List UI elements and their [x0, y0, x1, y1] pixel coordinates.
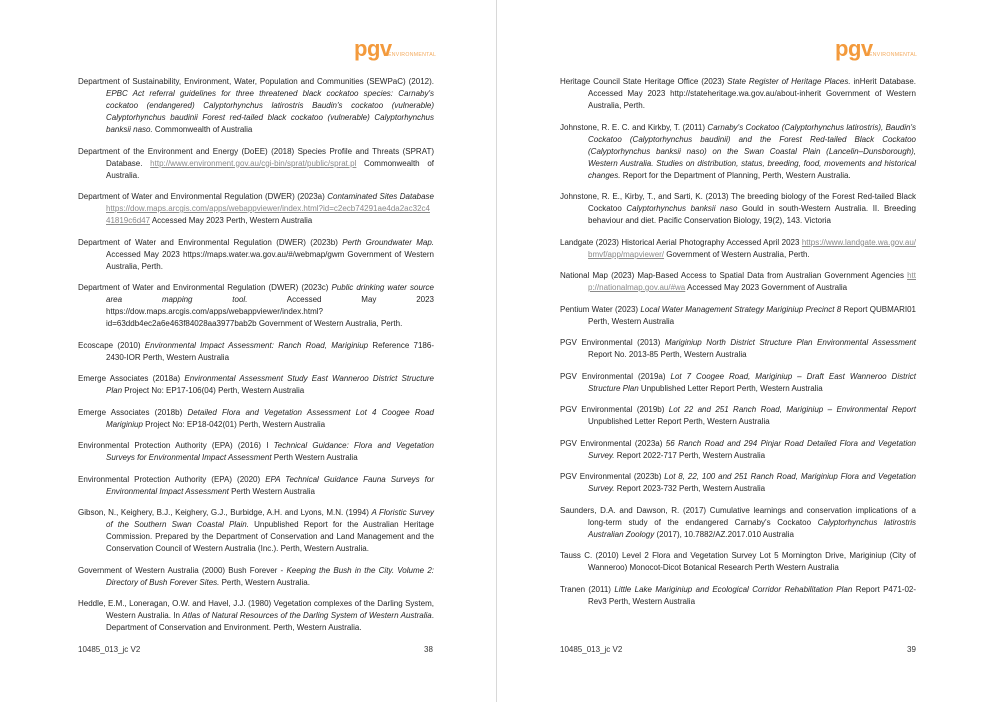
reference-text: Department of Water and Environmental Regulation (DWER) (2023a) — [78, 192, 328, 201]
reference-text: Unpublished Letter Report Perth, Western Australia — [638, 383, 823, 393]
reference-title: Calyptorhynchus banksii naso — [626, 204, 738, 213]
reference-entry — [560, 471, 916, 495]
reference-text: Department of Water and Environmental Regulation (DWER) (2023b) — [78, 237, 343, 247]
reference-title: Detailed Flora and Vegetation Assessment Lot 4 Coogee Road Mariginiup — [106, 407, 435, 429]
reference-entry — [78, 407, 434, 431]
reference-entry — [560, 505, 916, 541]
reference-text: Report P471-02-Rev3 Perth, Western Australia — [588, 584, 917, 606]
reference-text: Emerge Associates (2018b) — [78, 407, 188, 417]
reference-entry — [78, 440, 434, 464]
reference-title: EPBC Act referral guidelines for three threatened black cockatoo species: Carnaby's cockatoo (endangered) Calyptorhynchus latirostris Baudin's cockatoo (vulnerable) Calyptorhynchus baudinii Forest red-tailed black cockatoo (vulnerable) Calyptorhynchus banksii naso. — [106, 89, 434, 134]
pgv-logo — [354, 36, 437, 62]
reference-entry — [560, 191, 916, 227]
reference-entry — [560, 76, 916, 112]
reference-entry — [560, 270, 916, 294]
reference-text: Accessed May 2023 Government of Australia — [685, 283, 848, 292]
reference-entry — [78, 598, 434, 634]
reference-text: Report No. 2013-85 Perth, Western Australia — [588, 350, 747, 359]
reference-text: Report 2022-717 Perth, Western Australia — [614, 450, 766, 460]
reference-entry — [78, 565, 434, 589]
reference-text: Project No: EP17-106(04) Perth, Western Australia — [122, 386, 305, 395]
reference-title: Technical Guidance: Flora and Vegetation Surveys for Environmental Impact Assessment — [106, 441, 434, 462]
reference-title: Public drinking water source area mapping tool. — [106, 283, 435, 304]
reference-text: Saunders, D.A. and Dawson, R. (2017) Cumulative learnings and conservation implications of a long-term study of the endangered Carnaby's Cockatoo — [560, 505, 916, 527]
reference-entry — [560, 584, 916, 608]
reference-title: EPA Technical Guidance Fauna Surveys for Environmental Impact Assessment — [106, 474, 435, 496]
reference-text: PGV Environmental (2019a) — [560, 371, 671, 381]
reference-text: Emerge Associates (2018a) — [78, 374, 185, 383]
reference-link[interactable]: https://www.landgate.wa.gov.au/bmvf/app/mapviewer/ — [588, 237, 916, 259]
reference-title: Keeping the Bush in the City. Volume 2: Directory of Bush Forever Sites. — [106, 565, 435, 587]
reference-title: Contaminated Sites Database — [327, 192, 434, 201]
reference-text: Department of Sustainability, Environment, Water, Population and Communities (SEWPaC) (2012). — [78, 77, 434, 86]
reference-title: State Register of Heritage Places. — [727, 77, 851, 86]
reference-text: Unpublished Letter Report Perth, Western Australia — [588, 417, 770, 426]
reference-text: Environmental Protection Authority (EPA) (2016) I — [78, 441, 274, 450]
reference-entry — [78, 474, 434, 498]
reference-text: Environmental Protection Authority (EPA) (2020) — [78, 474, 266, 484]
reference-entry — [78, 282, 434, 330]
reference-text: Government of Western Australia (2000) Bush Forever - — [78, 565, 287, 575]
reference-list — [78, 76, 434, 644]
reference-link[interactable]: http://www.environment.gov.au/cgi-bin/sprat/public/sprat.pl — [150, 158, 357, 168]
reference-text: Pentium Water (2023) — [560, 304, 641, 314]
reference-text: Report QUBMARI01 Perth, Western Australia — [588, 304, 916, 326]
logo-subtitle: ENVIRONMENTAL — [388, 52, 437, 58]
reference-text: Heddle, E.M., Loneragan, O.W. and Havel, J.J. (1980) Vegetation complexes of the Darling System, Western Australia. In — [78, 599, 434, 620]
reference-text: Accessed May 2023 Perth, Western Australia — [150, 216, 313, 225]
reference-text: PGV Environmental (2013) — [560, 338, 665, 347]
footer-document-id: 10485_013_jc V2 — [560, 645, 623, 654]
reference-entry — [560, 371, 916, 395]
reference-text: . Department of Conservation and Environment. Perth, Western Australia. — [106, 611, 434, 632]
reference-text: Reference 7186-2430-IOR Perth, Western Australia — [106, 340, 434, 362]
footer-document-id: 10485_013_jc V2 — [78, 645, 141, 654]
reference-entry — [78, 76, 434, 136]
reference-title: Carnaby's Cockatoo (Calyptorhynchus latirostris), Baudin's Cockatoo (Calyptorhynchus baudinii) and the Forest Red-tailed Black Cockatoo (Calyptorhynchus banksii naso) on the Swan Coastal Plain (Lancelin–Dunsborough), Western Australia. Studies on distribution, status, breeding, food, movements and historical changes. — [588, 122, 917, 180]
reference-entry — [78, 237, 434, 273]
reference-text: Department of the Environment and Energy (DoEE) (2018) Species Profile and Threats (SPRAT) Database. — [78, 146, 434, 168]
reference-text: Heritage Council State Heritage Office (2023) — [560, 77, 728, 86]
reference-text: Ecoscape (2010) — [78, 340, 145, 350]
reference-entry — [560, 337, 916, 361]
reference-text: PGV Environmental (2023a) — [560, 438, 666, 448]
reference-text: Unpublished Report for the Australian Heritage Commission. Prepared by the Department of Conservation and Land Management and the Conservation Council of Western Australia (Inc.). Perth, Western Australia. — [106, 520, 434, 553]
reference-text: Commonwealth of Australia. — [106, 158, 434, 180]
reference-entry — [78, 373, 434, 397]
reference-title: Calyptorhynchus latirostris Australian Zoology — [588, 517, 917, 539]
reference-entry — [78, 191, 434, 227]
reference-text: Landgate (2023) Historical Aerial Photography Accessed April 2023 — [560, 237, 802, 247]
reference-text: Accessed May 2023 https://maps.water.wa.gov.au/#/webmap/gwm Government of Western Australia, Perth. — [106, 249, 434, 271]
reference-title: Mariginiup North District Structure Plan Environmental Assessment — [664, 338, 917, 347]
reference-text: Report 2023-732 Perth, Western Australia — [614, 484, 766, 493]
reference-entry — [560, 550, 916, 574]
reference-text: PGV Environmental (2023b) — [560, 472, 665, 481]
reference-title: Environmental Assessment Study East Wanneroo District Structure Plan — [106, 374, 435, 395]
reference-text: Report for the Department of Planning, Perth, Western Australia. — [620, 170, 851, 180]
reference-title: Local Water Management Strategy Mariginiup Precinct 8 — [640, 304, 842, 314]
reference-text: Perth Western Australia — [271, 453, 358, 462]
page-39 — [497, 0, 993, 702]
reference-list — [560, 76, 916, 617]
reference-title: Lot 8, 22, 100 and 251 Ranch Road, Mariginiup Flora and Vegetation Survey. — [588, 472, 916, 493]
reference-entry — [560, 438, 916, 462]
reference-entry — [78, 340, 434, 364]
reference-text: Project No: EP18-042(01) Perth, Western Australia — [142, 419, 326, 429]
page-38 — [0, 0, 496, 702]
reference-text: Johnstone, R. E., Kirby, T., and Sarti, K. (2013) The breeding biology of the Forest Red-tailed Black Cockatoo — [560, 192, 916, 213]
logo-mark: pgv — [835, 36, 873, 61]
page-number: 38 — [424, 645, 433, 654]
reference-title: Atlas of Natural Resources of the Darling System of Western Australia — [182, 611, 432, 620]
reference-entry — [560, 304, 916, 328]
reference-entry — [560, 237, 916, 261]
reference-entry — [78, 507, 434, 555]
reference-entry — [78, 146, 434, 182]
reference-text: PGV Environmental (2019b) — [560, 405, 669, 414]
reference-title: Environmental Impact Assessment: Ranch Road, Mariginiup — [144, 340, 369, 350]
reference-text: Tauss C. (2010) Level 2 Flora and Vegetation Survey Lot 5 Mornington Drive, Mariginiup (City of Wanneroo) Monocot-Dicot Botanical Research Perth Western Australia — [560, 551, 916, 572]
reference-title: Lot 22 and 251 Ranch Road, Mariginiup – Environmental Report — [668, 405, 916, 414]
reference-text: Gibson, N., Keighery, B.J., Keighery, G.J., Burbidge, A.H. and Lyons, M.N. (1994) — [78, 508, 372, 517]
reference-text: Government of Western Australia, Perth. — [664, 249, 810, 259]
reference-text: inHerit Database. Accessed May 2023 http://stateheritage.wa.gov.au/about-inherit Government of Western Australia, Perth. — [588, 77, 916, 110]
reference-title: Lot 7 Coogee Road, Mariginiup – Draft East Wanneroo District Structure Plan — [588, 371, 916, 393]
logo-mark: pgv — [354, 36, 392, 61]
reference-text: Perth, Western Australia. — [219, 577, 310, 587]
reference-entry — [560, 122, 916, 182]
reference-text: Accessed May 2023 https://dow.maps.arcgis.com/apps/webappviewer/index.html?id=63ddb4ec2a6e463f84028aa3977bab2b Government of Western Australia, Perth. — [106, 295, 435, 328]
reference-entry — [560, 404, 916, 428]
reference-text: Perth Western Australia — [228, 486, 315, 496]
reference-title: Perth Groundwater Map. — [342, 237, 434, 247]
reference-text: (2017), 10.7882/AZ.2017.010 Australia — [654, 529, 794, 539]
reference-text: Johnstone, R. E. C. and Kirkby, T. (2011) — [560, 122, 708, 132]
pgv-logo — [835, 36, 918, 62]
reference-title: A Floristic Survey of the Southern Swan Coastal Plain. — [106, 508, 435, 529]
reference-text: Tranen (2011) — [560, 584, 615, 594]
reference-title: Little Lake Mariginiup and Ecological Corridor Rehabilitation Plan — [614, 584, 853, 594]
page-number: 39 — [907, 645, 916, 654]
reference-text: National Map (2023) Map-Based Access to Spatial Data from Australian Government Agencies — [560, 271, 908, 280]
logo-subtitle: ENVIRONMENTAL — [869, 52, 918, 58]
reference-link[interactable]: http://nationalmap.gov.au/#wa — [588, 271, 916, 292]
reference-title: 56 Ranch Road and 294 Pinjar Road Detailed Flora and Vegetation Survey. — [588, 438, 916, 460]
reference-text: Gould in south-Western Australia. II. Breeding behaviour and diet. Pacific Conservation Biology, 19(2), 143. Victoria — [588, 204, 916, 225]
reference-link[interactable]: https://dow.maps.arcgis.com/apps/webappviewer/index.html?id=c2ecb74291ae4da2ac32c441819c6d47 — [106, 204, 430, 225]
reference-text: Commonwealth of Australia — [152, 125, 253, 134]
reference-text: Department of Water and Environmental Regulation (DWER) (2023c) — [78, 283, 332, 292]
